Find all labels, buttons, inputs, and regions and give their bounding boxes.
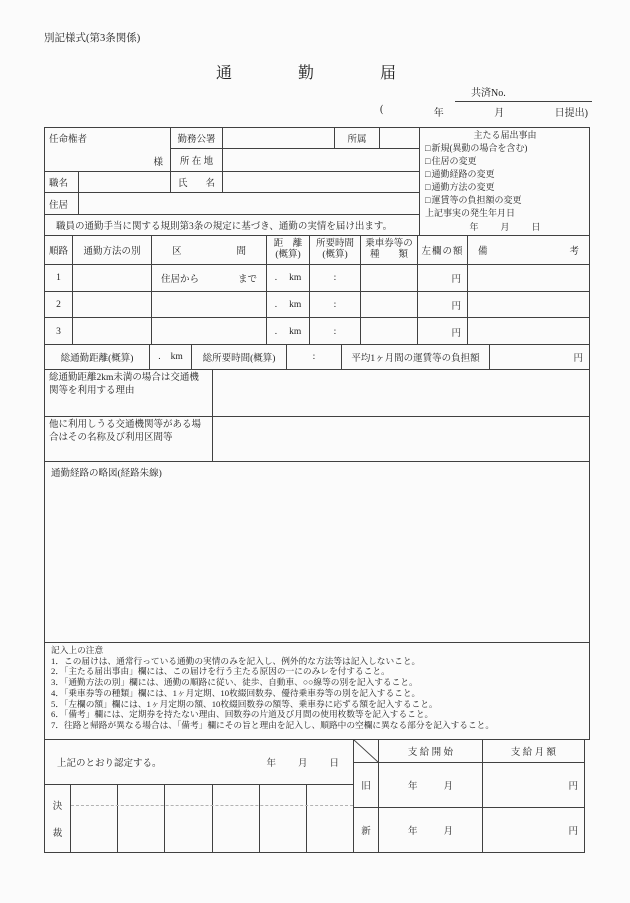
title-char: 届 — [379, 65, 396, 82]
route-row-number: 1 — [45, 265, 73, 292]
col-header-junro: 順路 — [45, 236, 73, 265]
reason-under-2km-row — [44, 370, 590, 417]
reason-under-2km-input[interactable] — [213, 370, 589, 416]
total-time-label: 総所要時間(概算) — [192, 345, 287, 369]
stamp-cell[interactable] — [71, 785, 118, 852]
col-header-biko: 備 考 — [468, 236, 589, 265]
note-item: 7．往路と帰路が異なる場合は、「備考」欄にその旨と理由を記入し、順路中の空欄に異なる部分を記入すること。 — [51, 719, 495, 730]
header-table — [44, 127, 590, 236]
appointer-cell[interactable] — [45, 128, 171, 172]
occurrence-date-input[interactable]: 年 月 日 — [469, 222, 541, 232]
col-header-amount: 左欄の額 — [418, 236, 468, 265]
reason-panel-title: 主たる届出事由 — [473, 130, 537, 140]
certify-date-input[interactable]: 年 月 日 — [266, 759, 339, 769]
biko-input-row2[interactable] — [468, 292, 589, 318]
checkbox-icon[interactable]: □ — [425, 182, 431, 192]
col-header-method: 通勤方法の別 — [73, 236, 152, 265]
certification-cell — [44, 740, 353, 785]
office-input[interactable] — [223, 128, 335, 149]
note-item: 1．この届けは、通常行っている通勤の実情のみを記入し、例外的な方法等は記入しないこと。 — [51, 655, 421, 666]
sama-suffix: 様 — [153, 158, 163, 168]
total-distance-label: 総通勤距離(概算) — [45, 345, 150, 369]
route-map-label: 通勤経路の略図(経路朱線) — [51, 469, 162, 479]
alternative-transport-row — [44, 417, 590, 462]
checkbox-icon[interactable]: □ — [425, 195, 431, 205]
method-input-row1[interactable] — [73, 265, 152, 292]
kessai-label: 決 裁 — [45, 785, 71, 852]
section-input-row3[interactable] — [152, 318, 267, 345]
submit-date-month: 月 — [494, 108, 505, 119]
payment-new-amount-input[interactable]: 円 — [568, 827, 578, 837]
stamp-cell[interactable] — [213, 785, 260, 852]
biko-input-row1[interactable] — [468, 265, 589, 292]
location-label: 所 在 地 — [171, 149, 223, 172]
checkbox-icon[interactable]: □ — [425, 156, 431, 166]
ticket-input-row3[interactable] — [361, 318, 418, 345]
note-item: 4．「乗車券等の種類」欄には、1ヶ月定期、10枚綴回数券、優待乗車券等の別を記入すること。 — [51, 687, 421, 698]
stamp-cell[interactable] — [260, 785, 307, 852]
section-input-row2[interactable] — [152, 292, 267, 318]
alternative-transport-input[interactable] — [213, 417, 589, 461]
note-item: 5．「左欄の額」欄には、1ヶ月定期の額、10枚綴回数券の額等、乗車券に応ずる額を記入すること。 — [51, 698, 438, 709]
route-table — [44, 236, 590, 345]
col-header-time: 所要時間 (概算) — [310, 236, 361, 265]
time-input-row1[interactable]: : — [310, 265, 361, 292]
report-reason-panel — [420, 128, 589, 235]
distance-input-row2[interactable]: . km — [267, 292, 310, 318]
monthly-fare-input[interactable]: 円 — [573, 354, 583, 364]
checkbox-icon[interactable]: □ — [425, 169, 431, 179]
route-row-number: 2 — [45, 292, 73, 318]
amount-input-row3[interactable]: 円 — [418, 318, 468, 345]
notes-title: 記入上の注意 — [51, 645, 104, 655]
submit-date-year: 年 — [433, 108, 444, 119]
time-input-row2[interactable]: : — [310, 292, 361, 318]
location-input[interactable] — [223, 149, 420, 172]
submit-date-line[interactable] — [380, 104, 591, 119]
distance-input-row1[interactable]: . km — [267, 265, 310, 292]
method-input-row3[interactable] — [73, 318, 152, 345]
title-char: 勤 — [297, 65, 314, 82]
note-item: 6．「備考」欄には、定期券を持たない理由、回数券の片道及び月間の使用枚数等を記入すること。 — [51, 709, 434, 720]
reason-under-2km-label: 総通勤距離2km未満の場合は交通機関等を利用する理由 — [45, 370, 213, 416]
col-header-distance: 距 離 (概算) — [267, 236, 310, 265]
notes-box — [44, 643, 590, 740]
stamp-cell[interactable] — [118, 785, 165, 852]
note-item: 2．「主たる届出事由」欄には、この届けを行う主たる原因の一にのみレを付すること。 — [51, 666, 390, 677]
payment-monthly-header: 支 給 月 額 — [483, 740, 584, 763]
totals-row — [44, 345, 590, 370]
distance-input-row3[interactable]: . km — [267, 318, 310, 345]
payment-header-corner-cell — [354, 740, 379, 763]
reason-option-residence[interactable]: □ 住居の変更 — [425, 156, 477, 166]
job-title-input[interactable] — [79, 172, 171, 193]
residence-input[interactable] — [79, 193, 420, 215]
checkbox-icon[interactable]: □ — [425, 143, 431, 153]
statement-text: 職員の通勤手当に関する規則第3条の規定に基づき、通勤の実情を届け出ます。 — [45, 215, 420, 235]
job-title-label: 職名 — [45, 172, 79, 193]
payment-new-label: 新 — [354, 808, 379, 852]
monthly-fare-label: 平均1ヶ月間の運賃等の負担額 — [342, 345, 490, 369]
submit-date-close: 日提出) — [554, 108, 588, 119]
occurrence-date-label: 上記事実の発生年月日 — [425, 208, 516, 218]
note-item: 3．「通勤方法の別」欄には、通勤の順路に従い、徒歩、自動車、○○線等の別を記入すること。 — [51, 677, 418, 688]
alternative-transport-label: 他に利用しうる交通機関等がある場合はその名称及び利用区間等 — [45, 417, 213, 461]
stamp-cell[interactable] — [165, 785, 212, 852]
reason-option-route[interactable]: □ 通勤経路の変更 — [425, 169, 495, 179]
ticket-input-row2[interactable] — [361, 292, 418, 318]
residence-label: 住居 — [45, 193, 79, 215]
payment-old-label: 旧 — [354, 763, 379, 808]
certify-text: 上記のとおり認定する。 — [57, 759, 162, 769]
method-input-row2[interactable] — [73, 292, 152, 318]
stamp-cell[interactable] — [307, 785, 353, 852]
reason-option-fare[interactable]: □ 運賃等の負担額の変更 — [425, 195, 522, 205]
reason-option-new[interactable]: □ 新規(異動の場合を含む) — [425, 143, 528, 153]
payment-new-start-input[interactable]: 年 月 — [379, 808, 483, 852]
title-char: 通 — [216, 65, 233, 82]
route-row-number: 3 — [45, 318, 73, 345]
section-input-row1[interactable]: 住居から まで — [152, 265, 267, 292]
total-distance-input[interactable]: . km — [150, 345, 192, 369]
route-map-area[interactable] — [44, 462, 590, 643]
col-header-section: 区 間 — [152, 236, 267, 265]
appointer-label: 任命権者 — [49, 135, 88, 145]
name-input[interactable] — [223, 172, 420, 193]
diagonal-line-icon — [354, 740, 378, 762]
kyosai-number-label: 共済No. — [471, 88, 506, 99]
stamp-divider-line — [71, 805, 353, 806]
amount-input-row2[interactable]: 円 — [418, 292, 468, 318]
col-header-ticket: 乗車券等の 種 類 — [361, 236, 418, 265]
payment-start-header: 支 給 開 始 — [379, 740, 483, 763]
affiliation-label: 所属 — [335, 128, 380, 149]
payment-table — [353, 740, 585, 853]
approval-stamp-table — [44, 785, 353, 853]
kyosai-number-field[interactable] — [455, 84, 592, 102]
submit-date-open: ( — [380, 104, 384, 115]
reason-option-method[interactable]: □ 通勤方法の変更 — [425, 182, 495, 192]
form-reference-label: 別記様式(第3条関係) — [44, 33, 141, 44]
biko-input-row3[interactable] — [468, 318, 589, 345]
affiliation-input[interactable] — [380, 128, 420, 149]
name-label: 氏 名 — [171, 172, 223, 193]
office-label: 勤務公署 — [171, 128, 223, 149]
amount-input-row1[interactable]: 円 — [418, 265, 468, 292]
total-time-input[interactable]: : — [287, 345, 342, 369]
page-title — [216, 60, 396, 83]
payment-old-start-input[interactable]: 年 月 — [379, 763, 483, 808]
ticket-input-row1[interactable] — [361, 265, 418, 292]
time-input-row3[interactable]: : — [310, 318, 361, 345]
payment-old-amount-input[interactable]: 円 — [483, 763, 584, 808]
